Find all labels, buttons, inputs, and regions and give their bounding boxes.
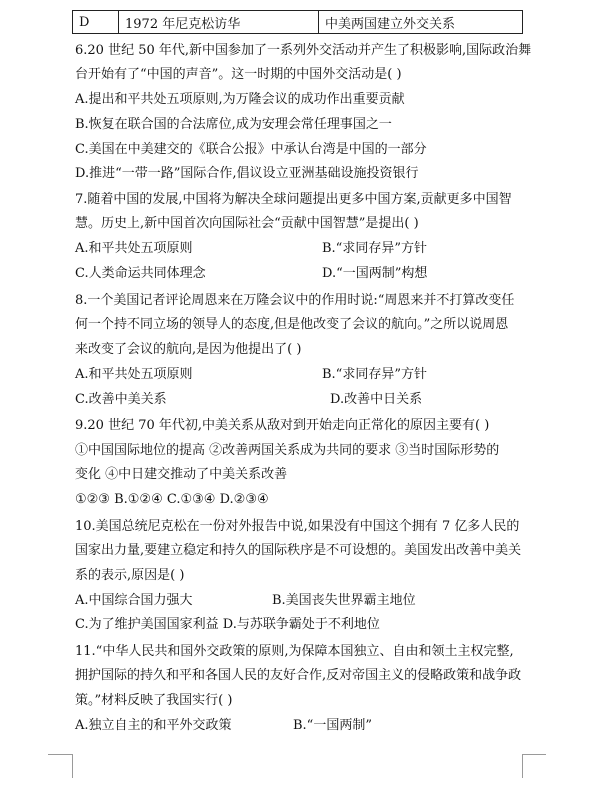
q10-option-cd: C.为了维护美国国家利益 D.与苏联争霸处于不利地位 bbox=[75, 617, 380, 632]
q10-stem-line2: 国家出力量,要建立稳定和持久的国际秩序是不可设想的。美国发出改善中美关 bbox=[75, 543, 522, 558]
q8-stem-line1: 8.一个美国记者评论周恩来在万隆会议中的作用时说:“周恩来并不打算改变任 bbox=[75, 293, 515, 308]
q6-option-a: A.提出和平共处五项原则,为万隆会议的成功作出重要贡献 bbox=[75, 92, 405, 107]
q6-option-b: B.恢复在联合国的合法席位,成为安理会常任理事国之一 bbox=[75, 117, 392, 132]
q10-stem-line3: 系的表示,原因是( ) bbox=[75, 568, 185, 583]
q10-option-b: B.美国丧失世界霸主地位 bbox=[272, 593, 416, 608]
q6-option-d: D.推进“一带一路”国际合作,倡议设立亚洲基础设施投资银行 bbox=[75, 166, 419, 181]
q11-stem-line3: 策。”材料反映了我国实行( ) bbox=[75, 693, 233, 708]
q7-option-c: C.人类命运共同体理念 bbox=[75, 266, 206, 281]
table-row bbox=[73, 11, 523, 34]
q7-option-a: A.和平共处五项原则 bbox=[75, 241, 193, 256]
table-cell-result: 中美两国建立外交关系 bbox=[319, 11, 523, 34]
q10-option-a: A.中国综合国力强大 bbox=[75, 593, 193, 608]
q6-stem-line2: 台开始有了“中国的声音”。这一时期的中国外交活动是( ) bbox=[75, 67, 402, 82]
crop-mark-bottom-left-horizontal bbox=[48, 754, 72, 755]
q7-stem-line1: 7.随着中国的发展,中国将为解决全球问题提出更多中国方案,贡献更多中国智 bbox=[75, 192, 512, 207]
q8-option-c: C.改善中美关系 bbox=[75, 392, 167, 407]
q7-option-b: B.“求同存异”方针 bbox=[322, 241, 427, 256]
q9-items-line2: 变化 ④中日建交推动了中美关系改善 bbox=[75, 467, 288, 482]
q8-stem-line3: 来改变了会议的航向,是因为他提出了( ) bbox=[75, 342, 302, 357]
q6-stem-line1: 6.20 世纪 50 年代,新中国参加了一系列外交活动并产生了积极影响,国际政治舞 bbox=[75, 43, 532, 58]
crop-mark-bottom-right-horizontal bbox=[522, 754, 546, 755]
q9-items-line1: ①中国国际地位的提高 ②改善两国关系成为共同的要求 ③当时国际形势的 bbox=[75, 443, 500, 458]
q11-stem-line1: 11.“中华人民共和国外交政策的原则,为保障本国独立、自由和领土主权完整, bbox=[75, 644, 514, 659]
q9-stem-line1: 9.20 世纪 70 年代初,中美关系从敌对到开始走向正常化的原因主要有( ) bbox=[75, 418, 490, 433]
answer-table bbox=[72, 10, 523, 34]
q10-stem-line1: 10.美国总统尼克松在一份对外报告中说,如果没有中国这个拥有 7 亿多人民的 bbox=[75, 519, 520, 534]
q9-options: ①②③ B.①②④ C.①③④ D.②③④ bbox=[75, 492, 269, 507]
table-cell-letter: D bbox=[73, 11, 119, 34]
table-cell-event: 1972 年尼克松访华 bbox=[119, 11, 319, 34]
q7-option-d: D.“一国两制”构想 bbox=[322, 266, 428, 281]
q8-option-b: B.“求同存异”方针 bbox=[322, 367, 427, 382]
q11-option-b: B.“一国两制” bbox=[293, 718, 372, 733]
q11-option-a: A.独立自主的和平外交政策 bbox=[75, 718, 232, 733]
q11-stem-line2: 拥护国际的持久和平和各国人民的友好合作,反对帝国主义的侵略政策和战争政 bbox=[75, 668, 522, 683]
q8-stem-line2: 何一个持不同立场的领导人的态度,但是他改变了会议的航向。”之所以说周恩 bbox=[75, 317, 509, 332]
q6-option-c: C.美国在中美建交的《联合公报》中承认台湾是中国的一部分 bbox=[75, 142, 427, 157]
q7-stem-line2: 慧。历史上,新中国首次向国际社会“贡献中国智慧”是提出( ) bbox=[75, 216, 419, 231]
crop-mark-bottom-right-vertical bbox=[522, 754, 523, 778]
q8-option-a: A.和平共处五项原则 bbox=[75, 367, 193, 382]
q8-option-d: D.改善中日关系 bbox=[330, 392, 423, 407]
crop-mark-bottom-left-vertical bbox=[72, 754, 73, 778]
